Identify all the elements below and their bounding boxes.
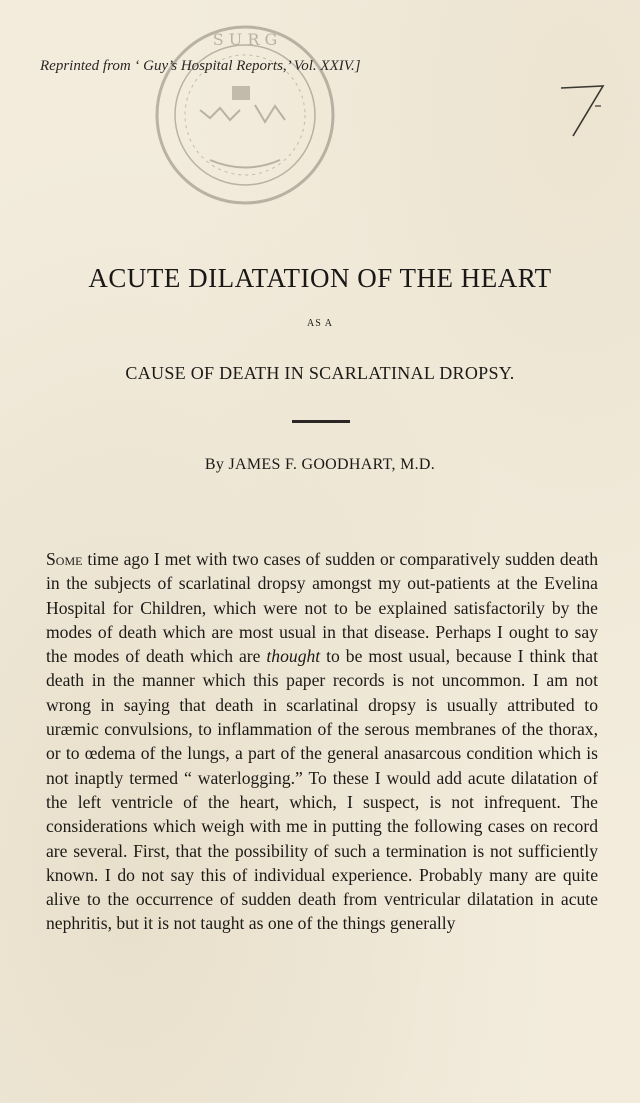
paragraph-text-continued: to be most usual, because I think that death in the manner which this paper records is not uncommon. I am not wrong in saying that death in scarlatinal dropsy is usually attributed to uræmic convulsions, to inflammation of the serous membranes of the thorax, or to œdema of the lungs, a part of the general anasarcous condition which is not inaptly termed “ waterlogging.” To these I would add acute dilatation of the left ventricle of the heart, which, I suspect, is not infrequent. The considerations which weigh with me in putting the following cases on record are several. First, that the possibility of such a termination is not sufficiently known. I do not say this of individual experience. Probably many are quite alive to the occurrence of sudden death from ventricular dilatation in acute nephritis, but it is not taught as one of the things generally [46,646,598,934]
paragraph-text: time ago I met with two cases of sudden or comparatively sudden death in the subjects of scarlatinal dropsy amongst my out-patients at the Evelina Hospital for Children, which were not to be explained satisfactorily by the modes of death which are most usual in that disease. Perhaps I ought to say the modes of death which are [46,549,598,667]
title-divider [292,420,350,423]
author-byline: By JAMES F. GOODHART, M.D. [204,456,436,473]
svg-text:S U R G: S U R G [212,30,278,49]
reprint-notice: Reprinted from ‘ Guy’s Hospital Reports,’ Vol. XXIV.] [40,58,361,74]
article-title: ACUTE DILATATION OF THE HEART [88,263,552,293]
handwritten-mark-icon [555,80,615,140]
article-body [46,547,598,936]
library-stamp-icon [140,10,350,220]
title-connector: AS A [307,318,333,329]
article-subtitle: CAUSE OF DEATH IN SCARLATINAL DROPSY. [125,363,515,383]
lead-word: Some [46,549,83,569]
emphasis-text: thought [266,646,321,667]
